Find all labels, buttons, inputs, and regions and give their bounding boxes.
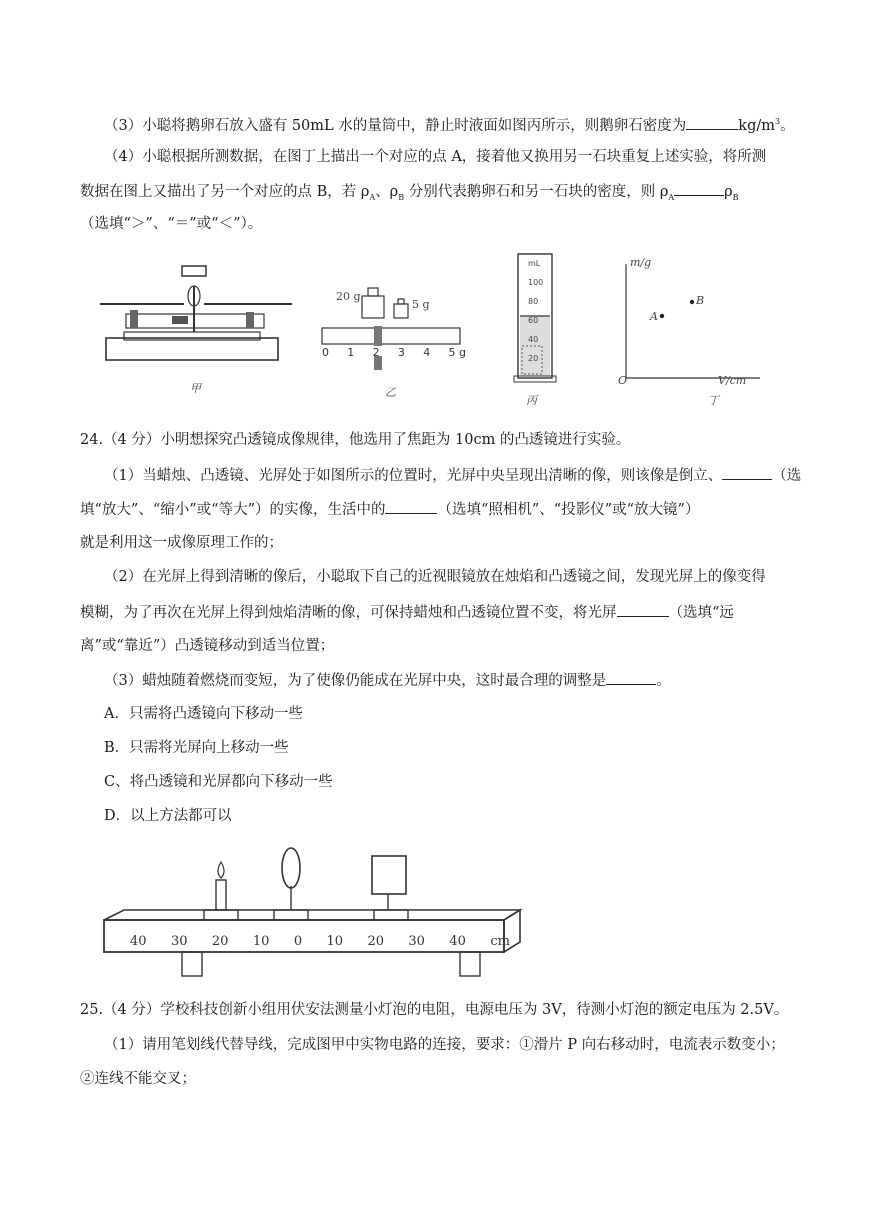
graph-point-b-label: B: [696, 294, 705, 307]
q24-option-d[interactable]: D．以上方法都可以: [104, 808, 232, 824]
q24-part1-line3: 就是利用这一成像原理工作的；: [80, 535, 283, 551]
point-a: [660, 314, 664, 318]
graph-origin: O: [618, 374, 628, 387]
q23-part4-line2: 数据在图上又描出了另一个对应的点 B，若 $\rho_A$、$\rho_B$ 分别代表鹅卵石和另一石块的密度，则 $\rho_A$ $\rho_B$: [80, 181, 739, 208]
q24-option-b[interactable]: B．只需将光屏向上移动一些: [104, 740, 289, 756]
optical-bench-figure: [96, 840, 526, 985]
q24-part3: （3）蜡烛随着燃烧而变短，为了使像仍能成在光屏中央，这时最合理的调整是 。: [104, 670, 671, 691]
graph-x-label: V/cm: [718, 374, 747, 387]
balance-figure: [96, 256, 296, 376]
answer-blank[interactable]: [617, 602, 669, 617]
mass-volume-graph: [614, 258, 774, 382]
graph-y-label: m/g: [630, 256, 652, 269]
q23-part4-line3: （选填“＞”、“＝”或“＜”）。: [80, 216, 263, 232]
q25-heading: 25.（4 分）学校科技创新小组用伏安法测量小灯泡的电阻，电源电压为 3V，待测小灯泡的额定电压为 2.5V。: [80, 1002, 789, 1018]
q24-part2-line1: （2）在光屏上得到清晰的像后，小聪取下自己的近视眼镜放在烛焰和凸透镜之间，发现光屏上的像变得: [104, 569, 766, 585]
answer-blank[interactable]: [385, 499, 437, 514]
q24-heading: 24.（4 分）小明想探究凸透镜成像规律，他选用了焦距为 10cm 的凸透镜进行实验。: [80, 432, 631, 448]
answer-blank[interactable]: [722, 465, 772, 480]
answer-blank[interactable]: [674, 181, 724, 196]
q24-option-a[interactable]: A．只需将凸透镜向下移动一些: [104, 706, 303, 722]
graph-point-a-label: A: [650, 310, 658, 323]
q25-part1-line1: （1）请用笔划线代替导线，完成图甲中实物电路的连接，要求：①滑片 P 向右移动时，电流表示数变小；: [104, 1037, 785, 1053]
q25-part1-line2: ②连线不能交叉；: [80, 1071, 196, 1087]
weight-5g-label: 5 g: [412, 298, 430, 311]
q24-part1-line1: （1）当蜡烛、凸透镜、光屏处于如图所示的位置时，光屏中央呈现出清晰的像，则该像是倒立、 （选: [104, 465, 801, 486]
q24-option-c[interactable]: C、将凸透镜和光屏都向下移动一些: [104, 774, 333, 790]
answer-blank[interactable]: [686, 115, 738, 130]
q24-part1-line2: 填“放大”、“缩小”或“等大”）的实像，生活中的 （选填“照相机”、“投影仪”或“放大镜”）: [80, 499, 699, 520]
weight-20g-label: 20 g: [336, 290, 361, 303]
point-b: [690, 300, 694, 304]
caption-jia: 甲: [190, 382, 201, 395]
caption-yi: 乙: [385, 386, 396, 399]
answer-blank[interactable]: [606, 670, 656, 685]
q23-part3: （3）小聪将鹅卵石放入盛有 50mL 水的量筒中，静止时液面如图丙所示，则鹅卵石密度为 $kg/m^3$。: [104, 112, 795, 136]
q24-part2-line2: 模糊，为了再次在光屏上得到烛焰清晰的像，可保持蜡烛和凸透镜位置不变，将光屏 （选填“远: [80, 602, 734, 623]
caption-bing: 丙: [526, 394, 537, 407]
bench-scale-labels: 40 30 20 10 0 10 20 30 40 cm: [130, 934, 510, 949]
ruler-tick-labels: 0 1 2 3 4 5 g: [322, 346, 466, 359]
q23-part4-line1: （4）小聪根据所测数据，在图丁上描出一个对应的点 A，接着他又换用另一石块重复上述实验，将所测: [104, 149, 767, 165]
q24-part2-line3: 离”或“靠近”）凸透镜移动到适当位置；: [80, 638, 335, 654]
cylinder-scale: mL 100 80 60 40 20: [528, 259, 544, 363]
caption-ding: 丁: [708, 394, 719, 407]
